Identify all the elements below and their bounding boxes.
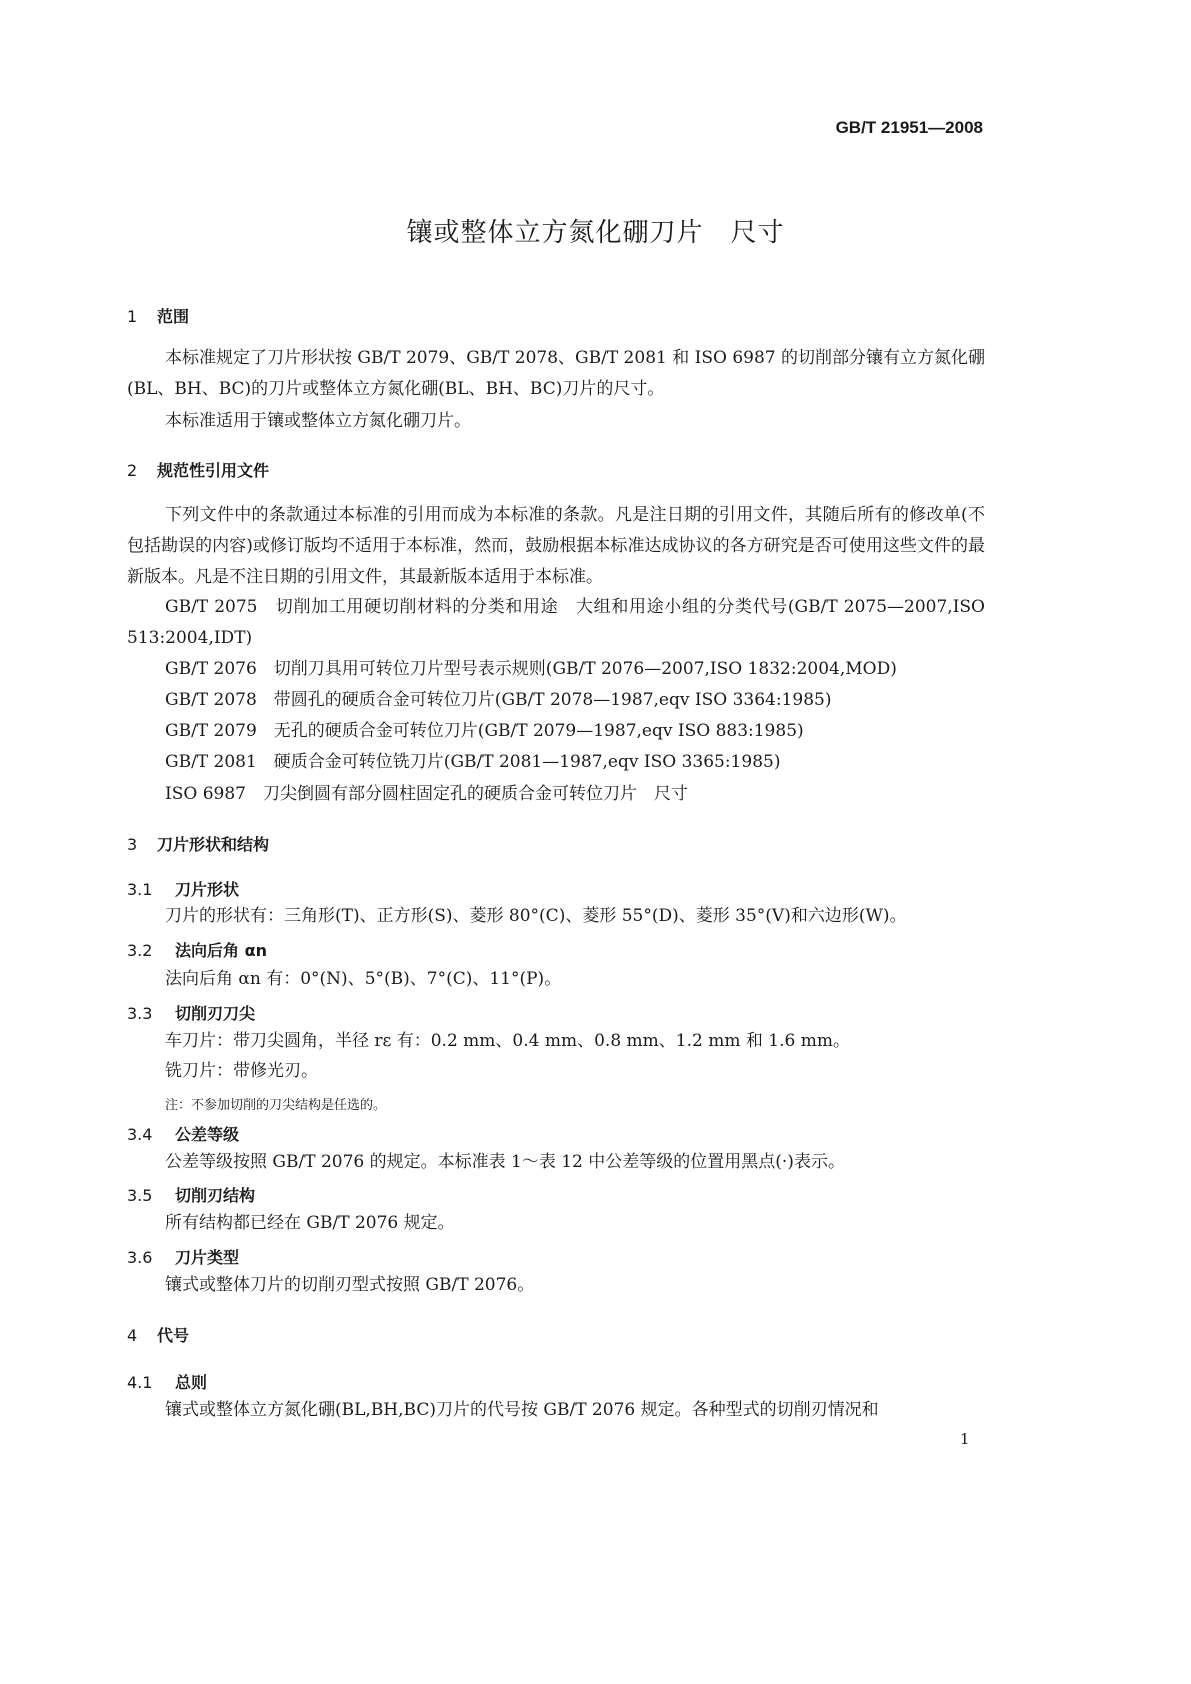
reference-item: GB/T 2078 带圆孔的硬质合金可转位刀片(GB/T 2078—1987,eqv ISO 3364:1985) (165, 690, 832, 710)
section-title: 法向后角 αn (175, 941, 267, 960)
section-title: 总则 (175, 1373, 208, 1392)
section-title: 规范性引用文件 (157, 461, 270, 480)
reference-item: GB/T 2075 切削加工用硬切削材料的分类和用途 大组和用途小组的分类代号(GB/T 2075—2007,ISO 513:2004,IDT) (127, 597, 985, 648)
section-number: 3.5 (127, 1186, 153, 1205)
section-title: 刀片形状和结构 (157, 835, 270, 854)
section-3-4-text: 公差等级按照 GB/T 2076 的规定。本标准表 1～表 12 中公差等级的位置用黑点(·)表示。 (165, 1152, 845, 1172)
section-number: 3 (127, 835, 138, 854)
section-3-3-note: 注：不参加切削的刀尖结构是任选的。 (165, 1098, 387, 1113)
page-number: 1 (960, 1430, 970, 1448)
section-number: 4.1 (127, 1373, 153, 1392)
section-2-heading (127, 458, 269, 481)
page-title: 镶或整体立方氮化硼刀片 尺寸 (406, 218, 785, 248)
section-number: 3.2 (127, 941, 153, 960)
section-title: 切削刃刀尖 (175, 1004, 256, 1023)
section-3-1-text: 刀片的形状有：三角形(T)、正方形(S)、菱形 80°(C)、菱形 55°(D)、菱形 35°(V)和六边形(W)。 (165, 906, 907, 926)
section-3-2-text: 法向后角 αn 有：0°(N)、5°(B)、7°(C)、11°(P)。 (165, 969, 562, 989)
section-1-heading (127, 304, 189, 327)
section-number: 3.4 (127, 1125, 153, 1144)
section-number: 3.3 (127, 1004, 153, 1023)
section-3-5-text: 所有结构都已经在 GB/T 2076 规定。 (165, 1213, 455, 1233)
section-title: 刀片形状 (175, 880, 240, 899)
reference-item: GB/T 2081 硬质合金可转位铣刀片(GB/T 2081—1987,eqv ISO 3365:1985) (165, 752, 781, 772)
section-3-3-text-1: 车刀片：带刀尖圆角，半径 rε 有：0.2 mm、0.4 mm、0.8 mm、1.2 mm 和 1.6 mm。 (165, 1031, 850, 1051)
scope-paragraph-2: 本标准适用于镶或整体立方氮化硼刀片。 (165, 411, 471, 431)
reference-item: GB/T 2079 无孔的硬质合金可转位刀片(GB/T 2079—1987,eqv ISO 883:1985) (165, 721, 804, 741)
section-title: 公差等级 (175, 1125, 240, 1144)
scope-paragraph-1: 本标准规定了刀片形状按 GB/T 2079、GB/T 2078、GB/T 2081 和 ISO 6987 的切削部分镶有立方氮化硼(BL、BH、BC)的刀片或整体立方氮化硼(BL、BH、BC)刀片的尺寸。 (127, 348, 985, 399)
section-title: 范围 (157, 307, 190, 326)
section-3-1-heading (127, 877, 239, 900)
section-3-4-heading (127, 1122, 239, 1145)
section-4-1-text: 镶式或整体立方氮化硼(BL,BH,BC)刀片的代号按 GB/T 2076 规定。各种型式的切削刃情况和 (165, 1400, 879, 1420)
section-title: 代号 (157, 1326, 190, 1345)
section-4-heading (127, 1323, 189, 1346)
section-3-3-heading (127, 1001, 255, 1024)
section-3-6-heading (127, 1245, 239, 1268)
section-number: 1 (127, 307, 138, 326)
section-number: 3.6 (127, 1248, 153, 1267)
section-4-1-heading (127, 1370, 207, 1393)
section-number: 4 (127, 1326, 138, 1345)
section-number: 2 (127, 461, 138, 480)
section-3-3-text-2: 铣刀片：带修光刃。 (165, 1061, 318, 1081)
section-3-heading (127, 832, 269, 855)
section-title: 切削刃结构 (175, 1186, 256, 1205)
reference-item: ISO 6987 刀尖倒圆有部分圆柱固定孔的硬质合金可转位刀片 尺寸 (165, 784, 688, 804)
reference-item: GB/T 2076 切削刀具用可转位刀片型号表示规则(GB/T 2076—2007,ISO 1832:2004,MOD) (165, 659, 897, 679)
section-number: 3.1 (127, 880, 153, 899)
section-3-6-text: 镶式或整体刀片的切削刃型式按照 GB/T 2076。 (165, 1275, 535, 1295)
section-3-2-heading (127, 938, 267, 961)
section-title: 刀片类型 (175, 1248, 240, 1267)
normative-paragraph: 下列文件中的条款通过本标准的引用而成为本标准的条款。凡是注日期的引用文件，其随后所有的修改单(不包括勘误的内容)或修订版均不适用于本标准，然而，鼓励根据本标准达成协议的各方研究是否可使用这些文件的最新版本。凡是不注日期的引用文件，其最新版本适用于本标准。 (127, 505, 985, 587)
standard-number: GB/T 21951—2008 (835, 118, 983, 137)
section-3-5-heading (127, 1183, 255, 1206)
